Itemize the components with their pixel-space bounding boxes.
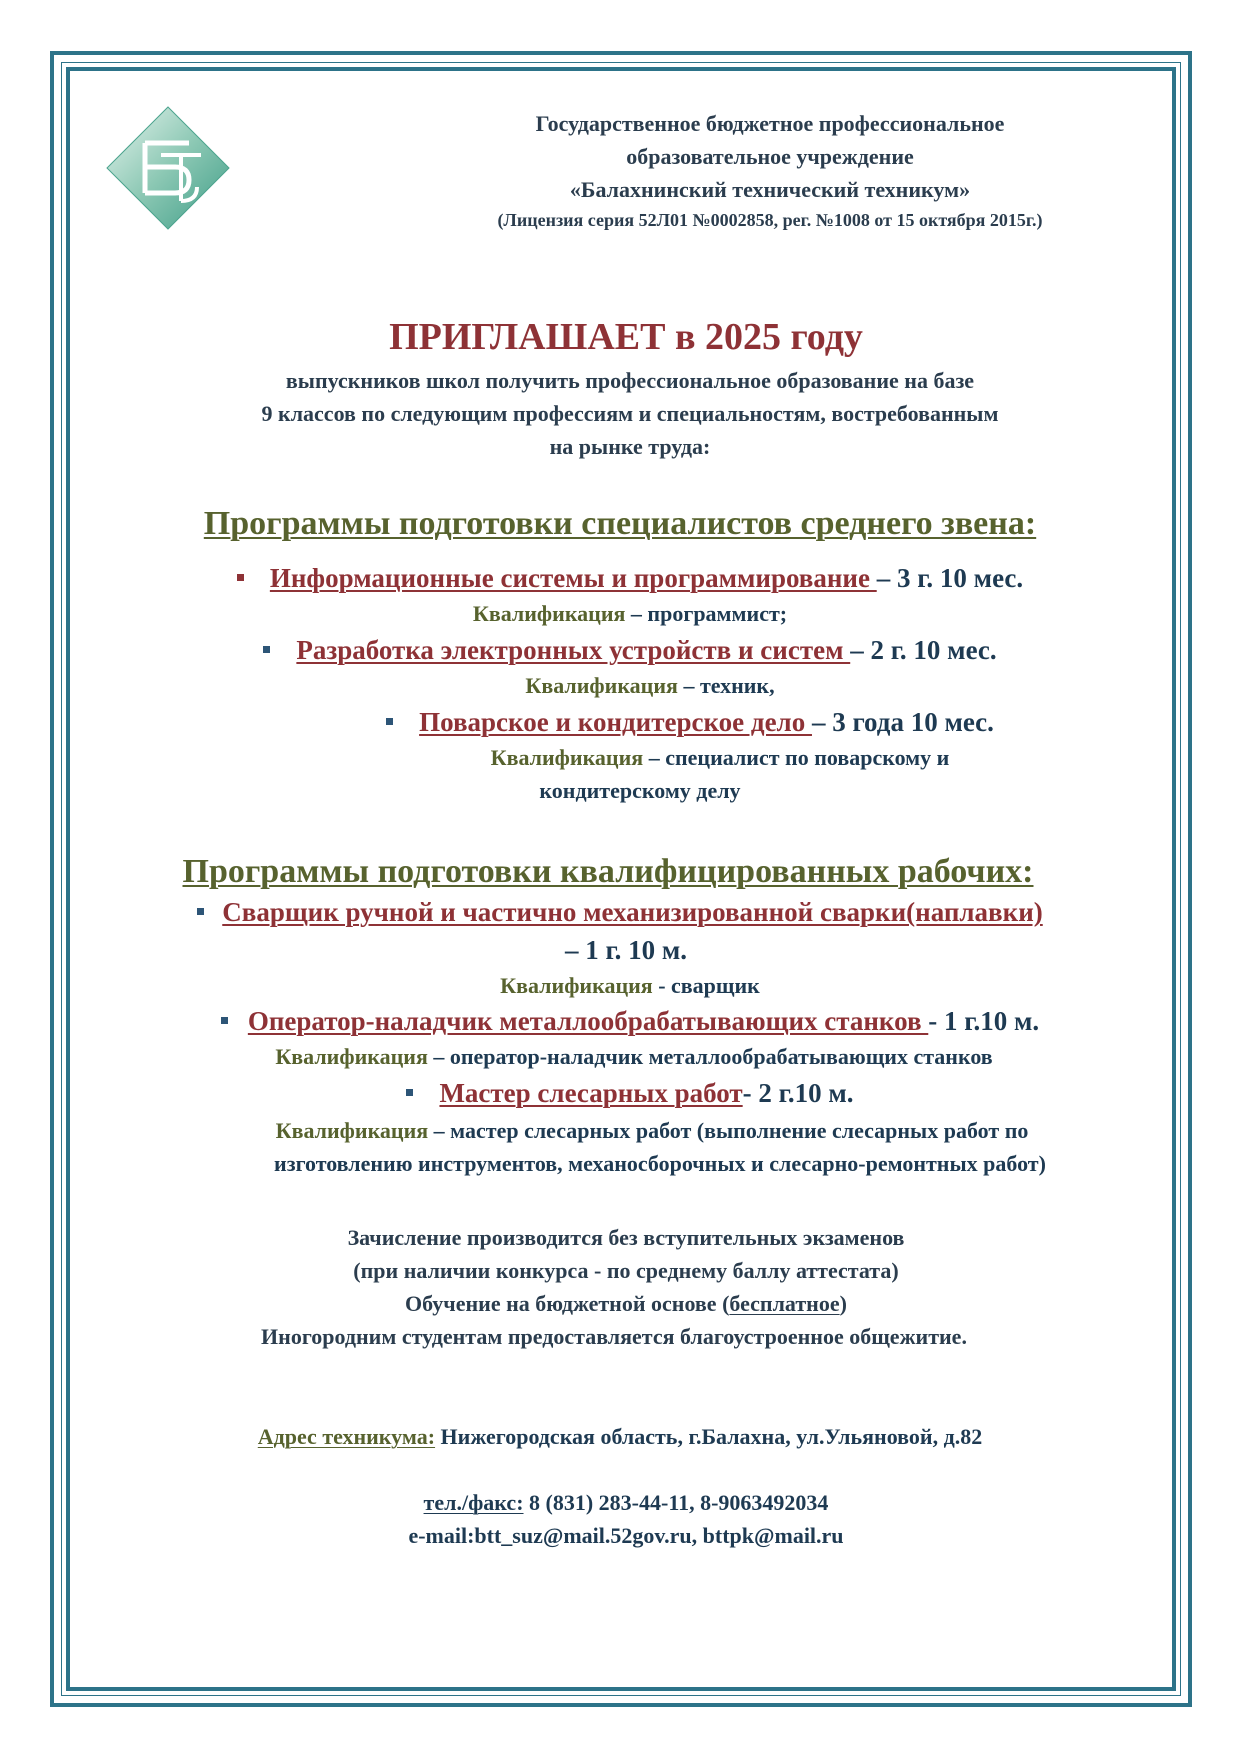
section2-qual-3 — [32, 1118, 1240, 1143]
license-line: (Лицензия серия 52Л01 №0002858, рег. №1008 от 15 октября 2015г.) — [497, 210, 1043, 230]
program-duration: - 2 г.10 м. — [742, 1078, 854, 1108]
admission-line-4: Иногородним студентам предоставляется благоустроенное общежитие. — [261, 1324, 967, 1349]
section1-item-2 — [10, 635, 1240, 666]
bullet-icon — [406, 1089, 413, 1096]
phone-text: 8 (831) 283-44-11, 8-9063492034 — [523, 1490, 829, 1515]
admission-line-1: Зачисление производится без вступительных экзаменов — [347, 1225, 905, 1250]
program-duration: – 3 года 10 мес. — [811, 707, 994, 737]
free-text: бесплатное — [729, 1291, 840, 1316]
bullet-icon — [237, 574, 244, 581]
address-label: Адрес техникума: — [257, 1424, 436, 1449]
header-line-3: «Балахнинский технический техникум» — [569, 177, 971, 202]
admission-line-2: (при наличии конкурса - по среднему баллу аттестата) — [353, 1258, 899, 1283]
address-line — [0, 1424, 1240, 1449]
header-line-2: образовательное учреждение — [626, 144, 914, 169]
section2-qual-3-cont: изготовлению инструментов, механосборочных и слесарно-ремонтных работ) — [274, 1151, 1046, 1176]
phone-line — [6, 1490, 1240, 1515]
admission-line-3 — [6, 1291, 1240, 1316]
email-line: e-mail:btt_suz@mail.52gov.ru, bttpk@mail.ru — [408, 1523, 844, 1548]
section2-qual-1 — [10, 973, 1240, 998]
program-name: Мастер слесарных работ — [439, 1078, 743, 1108]
qual-label: Квалификация — [275, 1044, 428, 1069]
section2-heading: Программы подготовки квалифицированных рабочих: — [182, 853, 1034, 890]
section2-duration-1: – 1 г. 10 м. — [564, 935, 688, 965]
program-duration: – 3 г. 10 мес. — [876, 563, 1024, 593]
invite-title: ПРИГЛАШАЕТ в 2025 году — [389, 316, 863, 358]
header-line-1: Государственное бюджетное профессиональное — [535, 111, 1005, 136]
program-duration: - 1 г.10 м. — [928, 1006, 1040, 1036]
qual-text: – мастер слесарных работ (выполнение слесарных работ по — [428, 1118, 1029, 1143]
qual-text: - сварщик — [652, 973, 760, 998]
section1-qual-3-cont: кондитерскому делу — [539, 778, 741, 803]
section1-qual-1 — [10, 601, 1240, 626]
admission-text: Обучение на бюджетной основе ( — [405, 1291, 730, 1316]
program-name: Разработка электронных устройств и систем — [296, 635, 851, 665]
program-name: Оператор-наладчик металлообрабатывающих станков — [247, 1006, 929, 1036]
invite-text-3: на рынке труда: — [549, 434, 711, 459]
bullet-icon — [386, 718, 393, 725]
bullet-icon — [221, 1017, 228, 1024]
qual-label: Квалификация — [490, 745, 644, 770]
address-text: Нижегородская область, г.Балахна, ул.Ульяновой, д.82 — [435, 1424, 983, 1449]
invite-text-2: 9 классов по следующим профессиям и специальностям, востребованным — [261, 401, 999, 426]
invite-text-1: выпускников школ получить профессиональное образование на базе — [285, 368, 975, 393]
program-name: Поварское и кондитерское дело — [419, 707, 812, 737]
qual-label: Квалификация — [500, 973, 653, 998]
section2-item-2 — [10, 1006, 1240, 1037]
phone-label: тел./факс: — [423, 1490, 524, 1515]
bullet-icon — [263, 646, 270, 653]
section1-qual-2 — [30, 673, 1240, 698]
section2-item-1 — [0, 897, 1240, 928]
admission-text-end: ) — [839, 1291, 847, 1316]
section2-item-3 — [10, 1078, 1240, 1109]
section1-heading: Программы подготовки специалистов среднего звена: — [203, 505, 1037, 542]
section2-qual-2 — [14, 1044, 1240, 1069]
section1-item-3 — [70, 707, 1240, 738]
qual-text: – специалист по поварскому и — [643, 745, 950, 770]
section1-qual-3 — [100, 745, 1240, 770]
qual-label: Квалификация — [472, 601, 626, 626]
program-duration: – 2 г. 10 мес. — [850, 635, 997, 665]
bullet-icon — [197, 908, 204, 915]
qual-text: – техник, — [677, 673, 775, 698]
qual-label: Квалификация — [525, 673, 678, 698]
qual-label: Квалификация — [275, 1118, 429, 1143]
program-name: Сварщик ручной и частично механизированной сварки(наплавки) — [222, 897, 1043, 927]
program-name: Информационные системы и программирование — [269, 563, 877, 593]
section1-item-1 — [10, 563, 1240, 594]
qual-text: – программист; — [625, 601, 788, 626]
qual-text: – оператор-наладчик металлообрабатывающих станков — [427, 1044, 993, 1069]
